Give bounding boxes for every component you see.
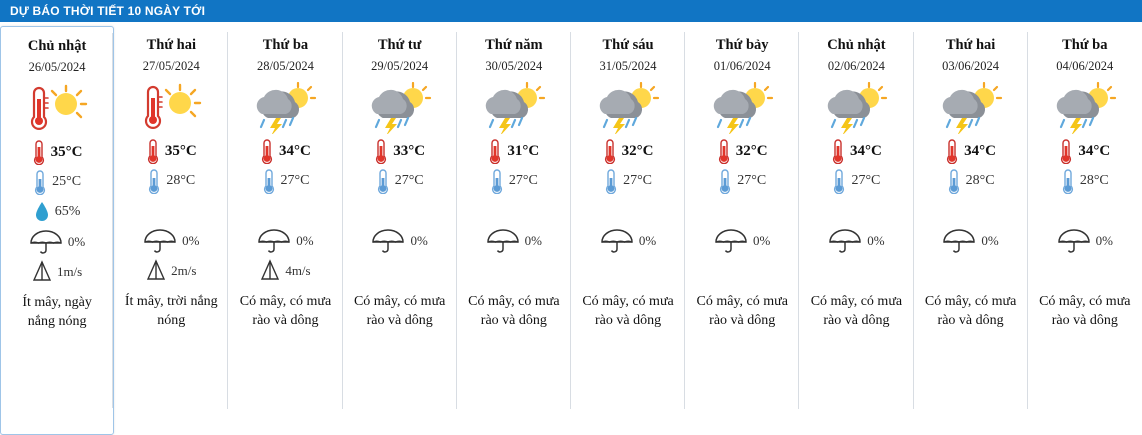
forecast-day-card[interactable] — [571, 26, 685, 435]
water-drop-icon — [34, 201, 50, 223]
day-of-week: Thứ tư — [377, 37, 422, 53]
weather-condition-icon — [367, 80, 433, 136]
thermometer-red-icon — [603, 138, 617, 164]
rain-probability-value: 0% — [867, 233, 885, 248]
high-temperature — [343, 136, 457, 166]
cloud-sun-thunder-icon — [252, 82, 318, 134]
low-temperature-value: 28°C — [166, 173, 196, 188]
low-temperature-value: 28°C — [965, 173, 995, 188]
day-of-week: Thứ ba — [1062, 37, 1108, 53]
cloud-sun-thunder-icon — [595, 82, 661, 134]
umbrella-icon — [29, 230, 63, 254]
weather-condition-icon — [823, 80, 889, 136]
forecast-day-card[interactable] — [914, 26, 1028, 435]
thermometer-blue-icon — [832, 168, 846, 194]
forecast-day-card[interactable] — [228, 26, 342, 435]
rain-probability — [114, 226, 228, 256]
high-temperature-value: 34°C — [279, 142, 311, 159]
high-temperature-value: 35°C — [164, 142, 197, 159]
high-temperature-value: 34°C — [849, 142, 882, 159]
high-temperature — [685, 136, 799, 166]
thermometer-red-icon — [717, 138, 731, 164]
day-date: 04/06/2024 — [1056, 59, 1114, 73]
high-temperature-value: 31°C — [507, 142, 540, 159]
rain-probability — [914, 226, 1028, 256]
thermometer-sun-icon — [140, 82, 202, 134]
thermometer-blue-icon — [718, 168, 732, 194]
thermometer-red-icon — [831, 138, 845, 164]
umbrella-icon — [371, 229, 405, 253]
cloud-sun-thunder-icon — [709, 82, 775, 134]
weather-condition-icon — [1052, 80, 1118, 136]
umbrella-icon — [942, 229, 976, 253]
wind-speed — [228, 256, 342, 286]
condition-description: Ít mây, ngày nắng nóng — [22, 295, 92, 329]
rain-probability — [1, 227, 113, 257]
low-temperature — [1, 167, 113, 197]
rain-probability — [228, 226, 342, 256]
thermometer-blue-icon — [262, 168, 276, 194]
thermometer-red-icon — [374, 138, 388, 164]
day-date: 26/05/2024 — [28, 60, 86, 74]
wind-speed-value: 2m/s — [171, 263, 197, 278]
high-temperature-value: 34°C — [1078, 142, 1111, 159]
forecast-day-card[interactable] — [114, 26, 228, 435]
low-temperature-value: 27°C — [623, 173, 652, 188]
forecast-day-card[interactable] — [457, 26, 571, 435]
weather-condition-icon — [26, 81, 88, 137]
day-of-week: Chủ nhật — [27, 38, 87, 54]
condition-description: Có mây, có mưa rào và dông — [239, 294, 332, 328]
condition-description: Ít mây, trời nắng nóng — [124, 294, 218, 328]
condition-description: Có mây, có mưa rào và dông — [468, 294, 560, 328]
thermometer-red-icon — [260, 138, 274, 164]
low-temperature-value: 27°C — [851, 173, 881, 188]
wind-speed — [114, 256, 228, 286]
thermometer-blue-icon — [1061, 168, 1075, 194]
rain-probability-value: 0% — [182, 233, 200, 248]
day-of-week: Thứ hai — [945, 37, 996, 53]
thermometer-blue-icon — [604, 168, 618, 194]
humidity-value: 65% — [54, 204, 81, 219]
day-of-week: Chủ nhật — [827, 37, 886, 53]
high-temperature — [914, 136, 1028, 166]
thermometer-red-icon — [488, 138, 502, 164]
thermometer-red-icon — [945, 138, 959, 164]
thermometer-red-icon — [146, 138, 160, 164]
rain-probability-value: 0% — [1095, 233, 1113, 248]
low-temperature-value: 25°C — [52, 174, 82, 189]
day-date: 29/05/2024 — [371, 59, 429, 73]
day-of-week: Thứ sáu — [602, 37, 654, 53]
thermometer-blue-icon — [490, 168, 504, 194]
umbrella-icon — [257, 229, 291, 253]
day-date: 30/05/2024 — [485, 59, 543, 73]
rain-probability — [571, 226, 685, 256]
day-date: 31/05/2024 — [599, 59, 657, 73]
day-date: 28/05/2024 — [256, 59, 314, 73]
forecast-day-card[interactable] — [685, 26, 799, 435]
thermometer-red-icon — [32, 139, 46, 165]
day-date: 01/06/2024 — [713, 59, 771, 73]
weather-condition-icon — [709, 80, 775, 136]
umbrella-icon — [1057, 229, 1091, 253]
high-temperature-value: 32°C — [735, 142, 768, 159]
condition-description: Có mây, có mưa rào và dông — [696, 294, 788, 328]
low-temperature — [571, 166, 685, 196]
rain-probability — [799, 226, 913, 256]
low-temperature-value: 27°C — [737, 173, 767, 188]
rain-probability — [343, 226, 457, 256]
high-temperature — [571, 136, 685, 166]
thermometer-blue-icon — [376, 168, 390, 194]
rain-probability-value: 0% — [296, 233, 314, 248]
low-temperature-value: 27°C — [394, 173, 424, 188]
low-temperature — [114, 166, 228, 196]
day-date: 02/06/2024 — [827, 59, 885, 73]
rain-probability — [685, 226, 799, 256]
thermometer-blue-icon — [147, 168, 161, 194]
high-temperature-value: 33°C — [393, 142, 426, 159]
rain-probability-value: 0% — [524, 233, 543, 248]
high-temperature — [1028, 136, 1142, 166]
umbrella-icon — [143, 229, 177, 253]
weather-condition-icon — [595, 80, 661, 136]
weather-condition-icon — [140, 80, 202, 136]
weather-condition-icon — [252, 80, 318, 136]
high-temperature — [228, 136, 342, 166]
cloud-sun-thunder-icon — [823, 82, 889, 134]
rain-probability — [457, 226, 571, 256]
high-temperature — [114, 136, 228, 166]
cloud-sun-thunder-icon — [1052, 82, 1118, 134]
cloud-sun-thunder-icon — [367, 82, 433, 134]
rain-probability-value: 0% — [638, 233, 657, 248]
low-temperature — [1028, 166, 1142, 196]
rain-probability-value: 0% — [67, 234, 86, 249]
day-date: 27/05/2024 — [142, 59, 200, 73]
low-temperature — [457, 166, 571, 196]
umbrella-icon — [486, 229, 520, 253]
condition-description: Có mây, có mưa rào và dông — [810, 294, 903, 328]
low-temperature — [685, 166, 799, 196]
cloud-sun-thunder-icon — [938, 82, 1004, 134]
weather-condition-icon — [938, 80, 1004, 136]
wind-vane-icon — [32, 260, 52, 284]
wind-speed — [1, 257, 113, 287]
condition-description: Có mây, có mưa rào và dông — [582, 294, 674, 328]
wind-vane-icon — [146, 259, 166, 283]
forecast-day-card[interactable] — [0, 26, 114, 435]
high-temperature — [799, 136, 913, 166]
forecast-day-card[interactable] — [799, 26, 913, 435]
rain-probability-value: 0% — [410, 233, 428, 248]
cloud-sun-thunder-icon — [481, 82, 547, 134]
high-temperature-value: 35°C — [50, 143, 83, 160]
day-date: 03/06/2024 — [942, 59, 1000, 73]
low-temperature-value: 27°C — [280, 173, 310, 188]
forecast-day-list — [0, 22, 1142, 435]
low-temperature — [799, 166, 913, 196]
condition-description: Có mây, có mưa rào và dông — [1039, 294, 1131, 328]
page-title: DỰ BÁO THỜI TIẾT 10 NGÀY TỚI — [10, 4, 206, 18]
day-of-week: Thứ bảy — [715, 37, 769, 53]
humidity — [1, 197, 113, 227]
umbrella-icon — [828, 229, 862, 253]
weather-condition-icon — [481, 80, 547, 136]
high-temperature — [1, 137, 113, 167]
forecast-day-card[interactable] — [1028, 26, 1142, 435]
day-of-week: Thứ ba — [262, 37, 309, 53]
day-of-week: Thứ năm — [485, 37, 543, 53]
umbrella-icon — [714, 229, 748, 253]
high-temperature-value: 34°C — [964, 142, 997, 159]
rain-probability-value: 0% — [981, 233, 999, 248]
forecast-day-card[interactable] — [343, 26, 457, 435]
condition-description: Có mây, có mưa rào và dông — [924, 294, 1017, 328]
wind-speed-value: 1m/s — [56, 264, 83, 279]
high-temperature-value: 32°C — [621, 142, 654, 159]
thermometer-sun-icon — [26, 83, 88, 135]
condition-description: Có mây, có mưa rào và dông — [353, 294, 446, 328]
low-temperature — [343, 166, 457, 196]
low-temperature-value: 28°C — [1079, 173, 1109, 188]
umbrella-icon — [600, 229, 634, 253]
day-of-week: Thứ hai — [146, 37, 196, 53]
rain-probability-value: 0% — [753, 233, 771, 248]
high-temperature — [457, 136, 571, 166]
wind-vane-icon — [260, 259, 280, 283]
widget-title-bar — [0, 0, 1142, 22]
thermometer-blue-icon — [33, 169, 47, 195]
thermometer-red-icon — [1059, 138, 1073, 164]
low-temperature-value: 27°C — [508, 173, 538, 188]
thermometer-blue-icon — [947, 168, 961, 194]
rain-probability — [1028, 226, 1142, 256]
wind-speed-value: 4m/s — [285, 263, 311, 278]
low-temperature — [914, 166, 1028, 196]
low-temperature — [228, 166, 342, 196]
